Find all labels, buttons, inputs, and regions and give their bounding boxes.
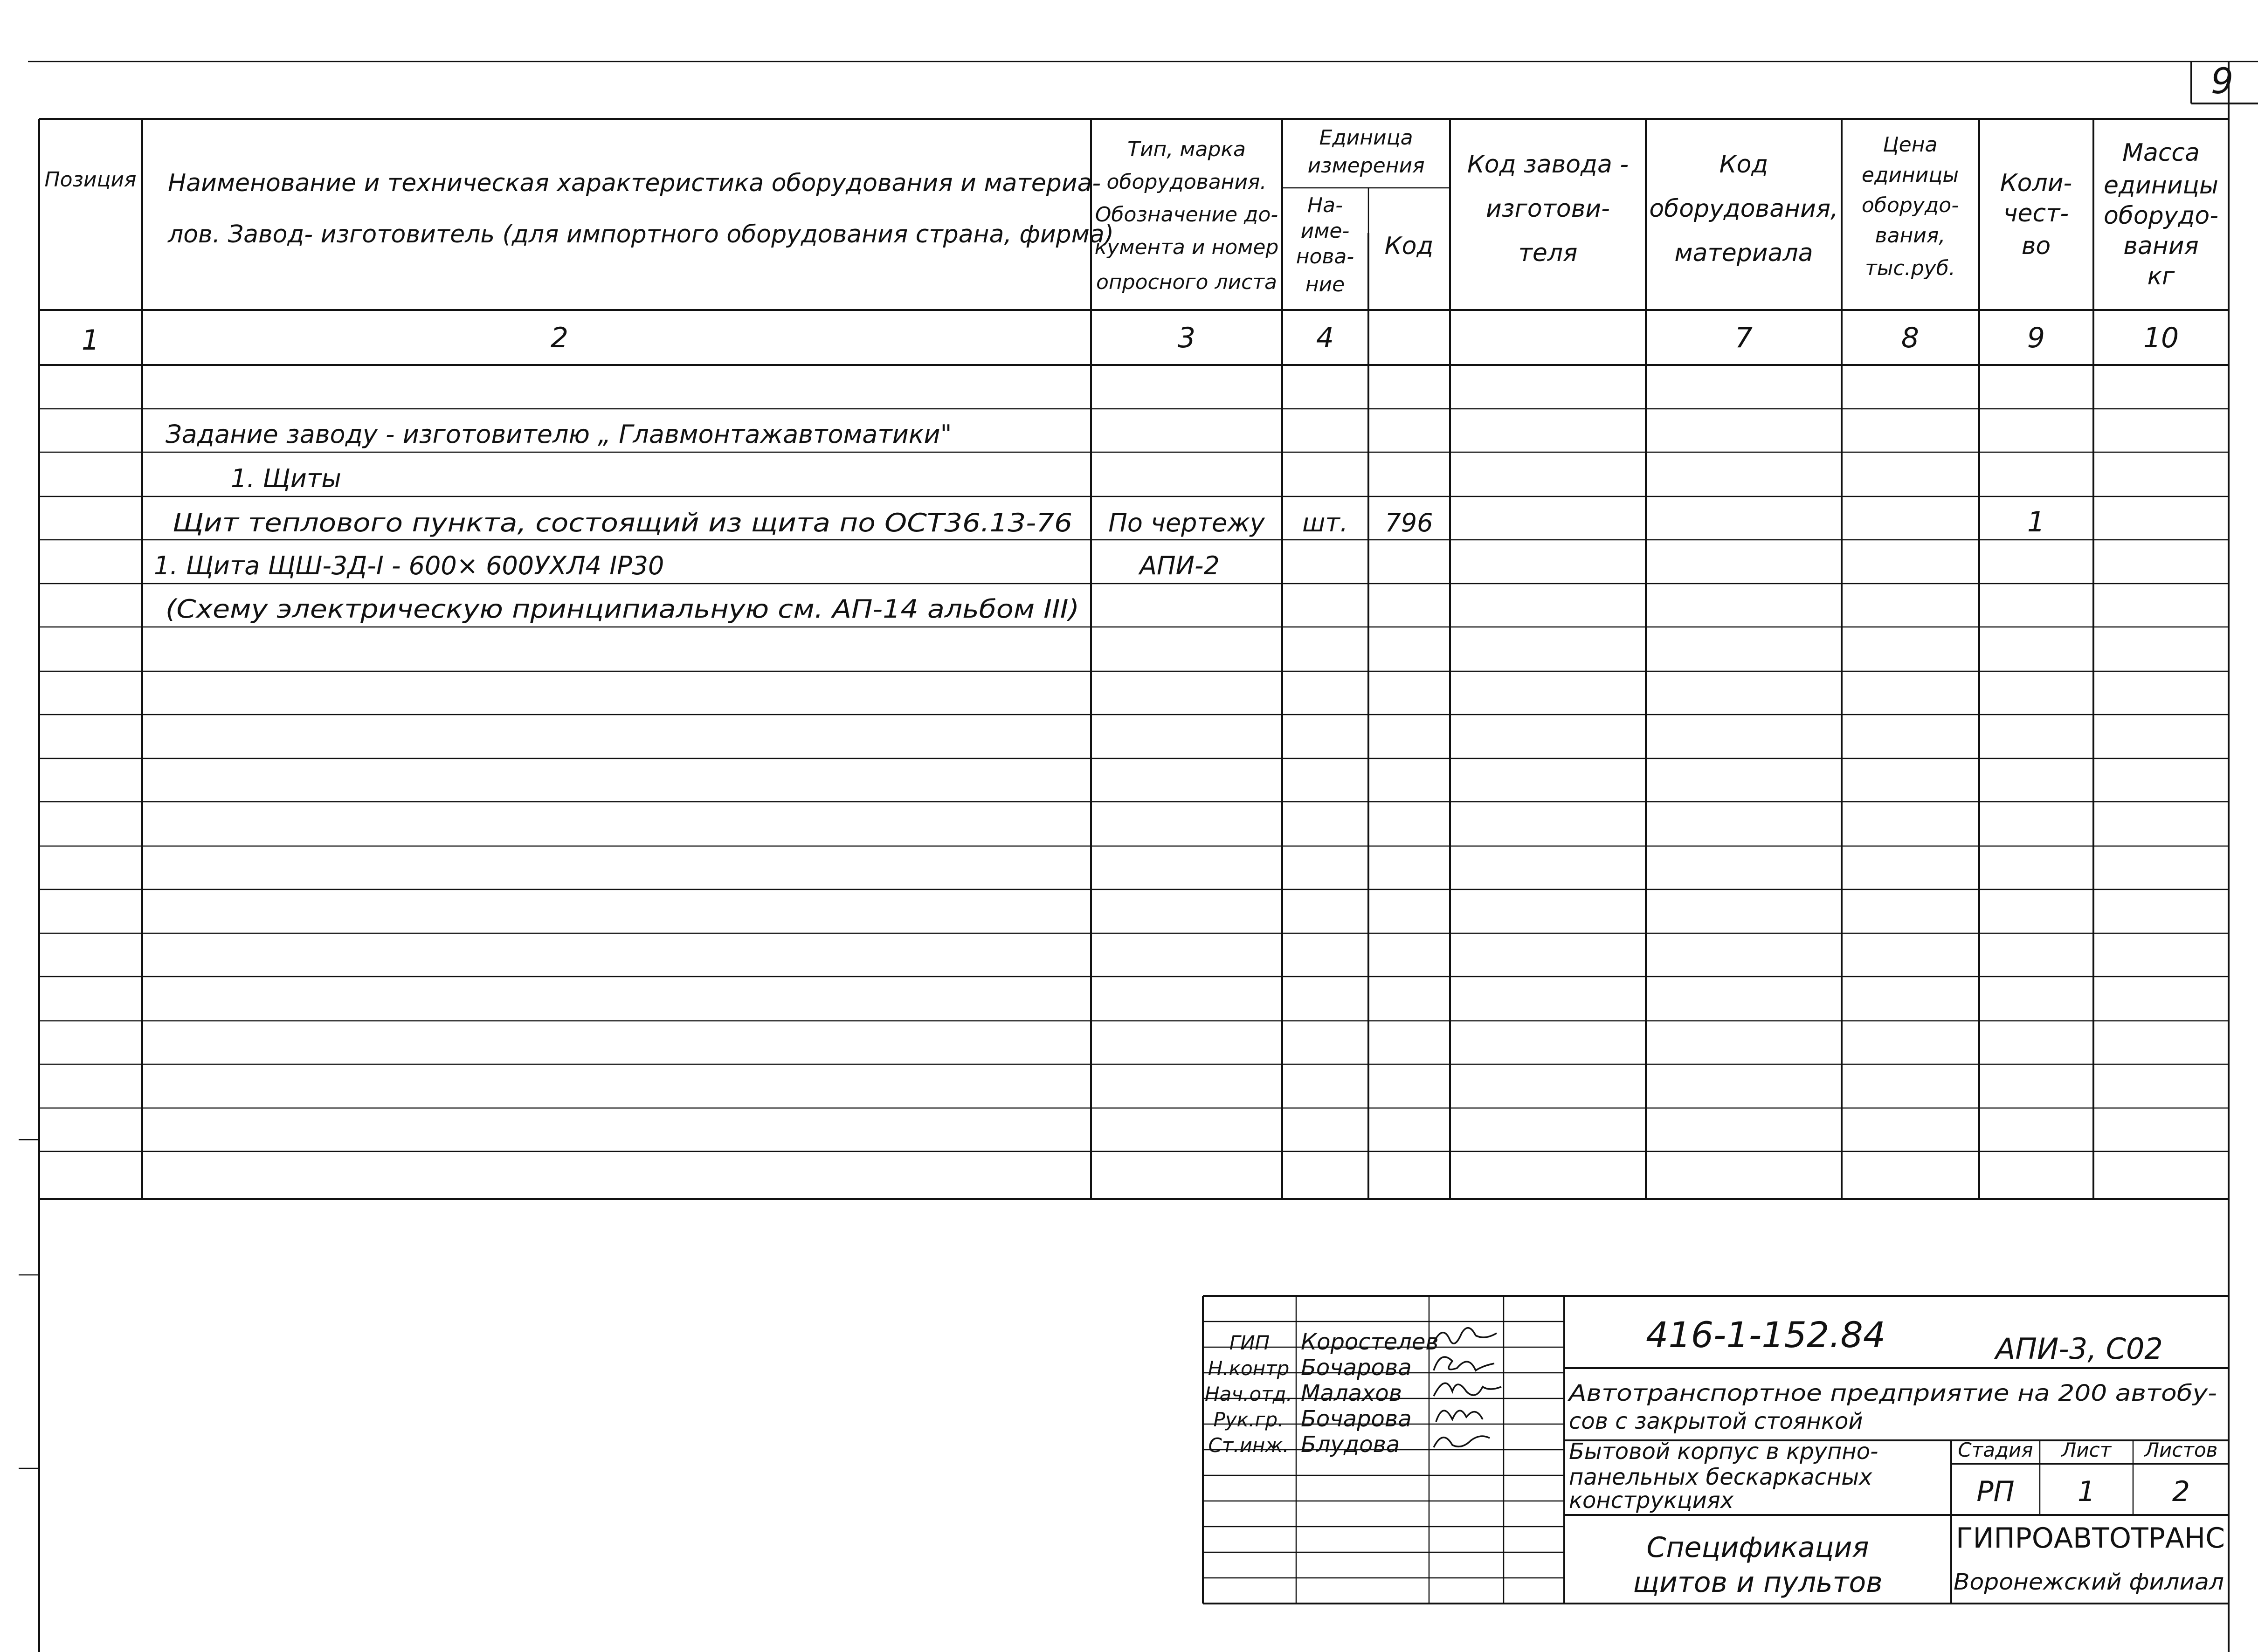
title-block: [1203, 1296, 2229, 1604]
header-mass-line2: единицы: [2104, 172, 2218, 200]
stamp-role: Ст.инж.: [1208, 1434, 1289, 1457]
header-unit-name-line4: ние: [1305, 273, 1345, 296]
sheet-value: 1: [2077, 1475, 2096, 1508]
header-unit-line1: Единица: [1319, 126, 1413, 150]
column-number: 7: [1734, 322, 1753, 354]
header-equip-code-line1: Код: [1719, 151, 1768, 179]
header-type-line5: опросного листа: [1096, 270, 1277, 294]
stamp-name: Бочарова: [1301, 1406, 1412, 1432]
column-number: 8: [1901, 322, 1920, 354]
scheme-note: (Схему электрическую принципиальную см. АП-14 альбом III): [166, 594, 1079, 624]
stamp-role: Рук.гр.: [1213, 1408, 1284, 1431]
item-unit: шт.: [1302, 508, 1348, 537]
signature-mark: [1434, 1328, 1497, 1344]
column-number: 1: [81, 324, 100, 357]
header-mass-line3: оборудо-: [2103, 202, 2219, 230]
item-quantity: 1: [2027, 506, 2045, 538]
page-number: 9: [2210, 60, 2234, 102]
header-unit-line2: измерения: [1307, 154, 1425, 178]
board-document: АПИ-2: [1139, 551, 1220, 580]
sheet-code: АПИ-3, С02: [1996, 1332, 2163, 1366]
header-price-line2: единицы: [1861, 163, 1959, 187]
stamp-role: Н.контр: [1208, 1357, 1290, 1380]
header-unit-name-line1: На-: [1307, 193, 1343, 217]
header-name-line2: лов. Завод- изготовитель (для импортного оборудования страна, фирма): [168, 220, 1114, 248]
sheets-label: Листов: [2144, 1439, 2218, 1461]
sheets-value: 2: [2172, 1475, 2190, 1508]
sheet-label: Лист: [2061, 1439, 2112, 1461]
header-name-line1: Наименование и техническая характеристика оборудования и материа-: [168, 169, 1101, 197]
table-header: [44, 126, 2218, 296]
header-type-line4: кумента и номер: [1094, 235, 1279, 259]
header-position: Позиция: [44, 168, 137, 192]
header-qty-line2: чест-: [2003, 200, 2069, 227]
header-factory-code-line2: изготови-: [1486, 195, 1610, 223]
header-price-line3: оборудо-: [1861, 193, 1959, 217]
header-mass-line1: Масса: [2122, 139, 2200, 167]
header-mass-line5: кг: [2147, 262, 2175, 290]
signatures: [1434, 1328, 1501, 1447]
drawing-title-line1: Спецификация: [1646, 1531, 1869, 1564]
stamp-name: Бочарова: [1301, 1355, 1412, 1381]
column-number: 2: [550, 322, 569, 354]
header-qty-line1: Коли-: [2000, 169, 2072, 197]
sheet-frame: [19, 62, 2258, 1652]
column-number: 3: [1177, 322, 1196, 354]
header-qty-line3: во: [2021, 232, 2051, 260]
section-title: 1. Щиты: [231, 464, 341, 493]
stage-value: РП: [1976, 1475, 2015, 1508]
project-line1: Автотранспортное предприятие на 200 автобу-: [1567, 1380, 2217, 1406]
stamp-role: ГИП: [1229, 1331, 1270, 1354]
drawing-title-line2: щитов и пультов: [1633, 1566, 1883, 1599]
header-type-line3: Обозначение до-: [1095, 203, 1278, 227]
header-unit-name-line2: име-: [1300, 219, 1350, 243]
header-mass-line4: вания: [2123, 232, 2199, 260]
item-name: Щит теплового пункта, состоящий из щита по ОСТ36.13-76: [173, 508, 1072, 537]
signature-mark: [1434, 1357, 1494, 1370]
stamp-name: Малахов: [1301, 1380, 1402, 1406]
stamp-name: Блудова: [1301, 1432, 1400, 1458]
header-factory-code-line1: Код завода -: [1467, 151, 1629, 179]
header-type-line2: оборудования.: [1106, 170, 1267, 194]
signature-mark: [1434, 1436, 1490, 1447]
column-number: 10: [2143, 322, 2179, 354]
header-price-line1: Цена: [1883, 133, 1938, 157]
board-line: 1. Щита ЩШ-3Д-I - 600× 600УХЛ4 IP30: [154, 551, 664, 580]
column-number: 4: [1316, 322, 1334, 354]
header-equip-code-line3: материала: [1674, 239, 1813, 267]
item-type: По чертежу: [1108, 508, 1265, 537]
organization-branch: Воронежский филиал: [1954, 1569, 2224, 1595]
task-title: Задание заводу - изготовителю „ Главмонтажавтоматики": [166, 420, 952, 449]
signature-mark: [1436, 1411, 1483, 1422]
header-unit-name-line3: нова-: [1296, 245, 1354, 268]
column-number-row: [82, 322, 2179, 357]
signature-mark: [1434, 1383, 1501, 1396]
table-rows: [154, 420, 2045, 624]
stage-label: Стадия: [1958, 1439, 2033, 1461]
header-price-line4: вания,: [1875, 224, 1946, 248]
item-unit-code: 796: [1385, 508, 1433, 537]
header-type-line1: Тип, марка: [1127, 138, 1246, 161]
stamp-role: Нач.отд.: [1204, 1383, 1293, 1405]
header-factory-code-line3: теля: [1518, 239, 1578, 267]
building-line2: панельных бескаркасных: [1569, 1464, 1872, 1490]
stamp-name: Коростелев: [1301, 1329, 1439, 1355]
doc-code: 416-1-152.84: [1646, 1314, 1886, 1356]
building-line1: Бытовой корпус в крупно-: [1569, 1439, 1878, 1465]
header-equip-code-line2: оборудования,: [1649, 195, 1838, 223]
header-price-line5: тыс.руб.: [1865, 256, 1955, 280]
header-unit-code: Код: [1384, 232, 1434, 260]
column-number: 9: [2027, 322, 2045, 354]
organization-name: ГИПРОАВТОТРАНС: [1956, 1522, 2225, 1555]
building-line3: конструкциях: [1569, 1487, 1734, 1514]
project-line2: сов с закрытой стоянкой: [1569, 1408, 1863, 1434]
